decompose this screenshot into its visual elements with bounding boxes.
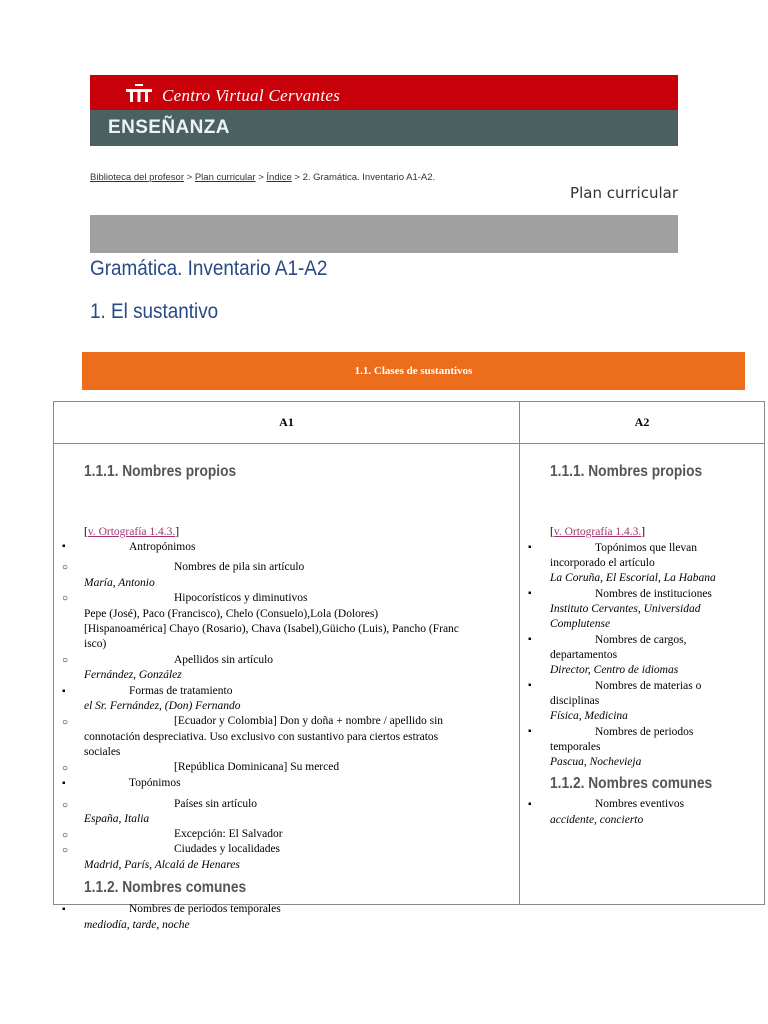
bullet-square-icon [528, 588, 532, 600]
ortografia-link[interactable]: v. Ortografía 1.4.3. [87, 526, 176, 538]
item-toponimos: Topónimos [129, 777, 181, 789]
breadcrumb-biblioteca[interactable]: Biblioteca del profesor [90, 172, 184, 183]
ref-bracket: [ [84, 526, 88, 538]
bullet-circle-icon [62, 655, 68, 667]
example-toponimos [550, 571, 716, 586]
item-apellidos: Apellidos sin artículo [174, 654, 274, 666]
section-label: Plan curricular [570, 184, 678, 202]
bullet-square-icon [528, 726, 532, 738]
item-eventivos: Nombres eventivos [595, 798, 685, 810]
bullet-circle-icon [62, 800, 68, 812]
ref-line [550, 525, 645, 540]
item-materias-1: Nombres de materias o [595, 680, 702, 692]
breadcrumb-current: 2. Gramática. Inventario A1-A2. [302, 172, 436, 183]
example-instituciones-text-1: Instituto Cervantes, Universidad [550, 603, 701, 615]
item-excepcion: Excepción: El Salvador [174, 828, 283, 840]
cell-a2 [520, 444, 765, 905]
subheading-comunes: 1.1.2. Nombres comunes [550, 775, 713, 792]
example-pila-text: María, Antonio [84, 577, 155, 589]
example-instituciones-2 [550, 617, 610, 632]
example-pila [84, 576, 155, 591]
example-apellidos-text: Fernández, González [84, 669, 182, 681]
item-ciudades: Ciudades y localidades [174, 843, 281, 855]
bullet-circle-icon [62, 562, 68, 574]
example-ciudades-text: Madrid, París, Alcalá de Henares [84, 859, 240, 871]
subheading-propios: 1.1.1. Nombres propios [550, 463, 703, 480]
ref-bracket: [ [550, 526, 554, 538]
bullet-circle-icon [62, 845, 68, 857]
example-paises-text: España, Italia [84, 813, 150, 825]
bullet-circle-icon [62, 763, 68, 775]
item-antroponimos: Antropónimos [129, 541, 196, 553]
subheading-propios: 1.1.1. Nombres propios [84, 463, 237, 480]
example-instituciones-1 [550, 602, 700, 617]
item-paises: Países sin artículo [174, 798, 258, 810]
column-header-a2: A2 [520, 402, 765, 444]
example-instituciones-text-2: Complutense [550, 618, 611, 630]
chapter-title: 1. El sustantivo [90, 300, 219, 323]
example-formas [84, 699, 241, 714]
example-hipoc-1: Pepe (José), Paco (Francisco), Chelo (Consuelo),Lola (Dolores) [84, 608, 379, 620]
example-periodos [84, 918, 190, 933]
item-ecuador-2: connotación despreciativa. Uso exclusivo con sustantivo para ciertos estratos [84, 731, 439, 743]
example-periodos-text: Pascua, Nochevieja [550, 756, 642, 768]
bullet-square-icon [528, 799, 532, 811]
bullet-square-icon [528, 542, 532, 554]
item-hipocoristicos: Hipocorísticos y diminutivos [174, 592, 308, 604]
example-eventivos [550, 813, 643, 828]
cell-a1 [54, 444, 520, 931]
item-ecuador-3: sociales [84, 746, 121, 758]
example-cargos-text: Director, Centro de idiomas [550, 664, 679, 676]
breadcrumb-separator: > [294, 172, 300, 183]
item-materias-2: disciplinas [550, 695, 600, 707]
item-instituciones: Nombres de instituciones [595, 588, 712, 600]
bullet-square-icon [528, 634, 532, 646]
ortografia-link[interactable]: v. Ortografía 1.4.3. [553, 526, 642, 538]
ref-bracket: ] [641, 526, 646, 538]
bullet-square-icon [62, 686, 66, 698]
example-materias-text: Física, Medicina [550, 710, 628, 722]
bullet-circle-icon [62, 717, 68, 729]
breadcrumb-separator: > [186, 172, 193, 183]
bullet-circle-icon [62, 830, 68, 842]
example-hipoc-3: isco) [84, 638, 107, 650]
cervantes-logo-icon [126, 84, 152, 102]
item-formas: Formas de tratamiento [129, 685, 233, 697]
item-ecuador-1: [Ecuador y Colombia] Don y doña + nombre / apellido sin [174, 715, 444, 727]
example-apellidos [84, 668, 182, 683]
item-toponimos-articulo-1: Topónimos que llevan [595, 542, 698, 554]
page-title: Gramática. Inventario A1-A2 [90, 257, 328, 280]
bullet-square-icon [528, 680, 532, 692]
example-eventivos-text: accidente, concierto [550, 814, 644, 826]
example-periodos [550, 755, 641, 770]
breadcrumb-plan-curricular[interactable]: Plan curricular [194, 172, 256, 183]
example-ciudades [84, 858, 240, 873]
item-cargos-2: departamentos [550, 649, 618, 661]
item-periodos-2: temporales [550, 741, 601, 753]
subheading-comunes: 1.1.2. Nombres comunes [84, 879, 247, 896]
section-title: ENSEÑANZA [108, 117, 230, 138]
brand-banner[interactable] [90, 75, 678, 110]
breadcrumb-separator: > [258, 172, 264, 183]
table-caption: 1.1. Clases de sustantivos [82, 352, 745, 390]
bullet-circle-icon [62, 593, 68, 605]
example-toponimos-text: La Coruña, El Escorial, La Habana [550, 572, 716, 584]
example-cargos [550, 663, 678, 678]
item-republica: [República Dominicana] Su merced [174, 761, 340, 773]
title-bar [90, 215, 678, 253]
example-paises [84, 812, 149, 827]
item-periodos-1: Nombres de periodos [595, 726, 694, 738]
bullet-square-icon [62, 778, 66, 790]
item-toponimos-articulo-2: incorporado el artículo [550, 557, 655, 569]
ref-line [84, 525, 179, 540]
example-hipoc-2: [Hispanoamérica] Chayo (Rosario), Chava (Isabel),Güicho (Luis), Pancho (Franc [84, 623, 459, 635]
breadcrumb [90, 172, 435, 183]
bullet-square-icon [62, 904, 66, 916]
item-cargos-1: Nombres de cargos, [595, 634, 687, 646]
example-formas-text: el Sr. Fernández, (Don) Fernando [84, 700, 241, 712]
item-pila: Nombres de pila sin artículo [174, 561, 305, 573]
section-banner[interactable] [90, 110, 678, 146]
ref-bracket: ] [175, 526, 180, 538]
brand-title: Centro Virtual Cervantes [162, 86, 341, 105]
column-header-a1: A1 [54, 402, 520, 444]
bullet-square-icon [62, 541, 66, 553]
inventory-table [53, 401, 765, 931]
example-periodos-text: mediodía, tarde, noche [84, 919, 190, 931]
example-materias [550, 709, 628, 724]
item-periodos: Nombres de periodos temporales [129, 903, 281, 915]
breadcrumb-indice[interactable]: Índice [266, 172, 292, 183]
